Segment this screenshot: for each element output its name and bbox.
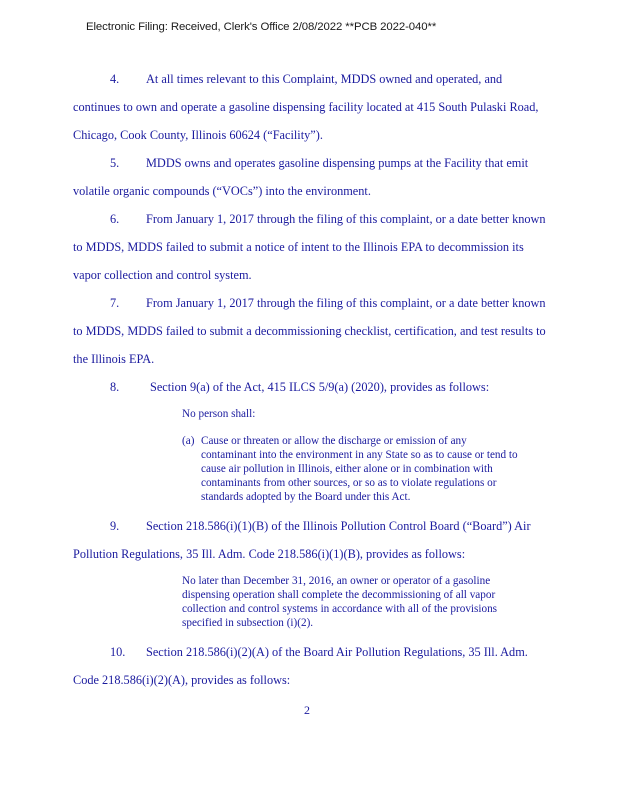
paragraph-number: 5. bbox=[110, 156, 120, 170]
filing-stamp-header: Electronic Filing: Received, Clerk's Office 2/08/2022 **PCB 2022-040** bbox=[86, 21, 437, 33]
paragraph-line: MDDS owns and operates gasoline dispensing pumps at the Facility that emit bbox=[146, 156, 529, 170]
paragraph-line: vapor collection and control system. bbox=[73, 268, 252, 282]
paragraph-number: 4. bbox=[110, 72, 120, 86]
quote-line: cause air pollution in Illinois, either alone or in combination with bbox=[201, 463, 493, 475]
quote-intro: No person shall: bbox=[182, 408, 256, 420]
paragraph-line: Chicago, Cook County, Illinois 60624 (“Facility”). bbox=[73, 128, 323, 142]
paragraph-line: Section 218.586(i)(1)(B) of the Illinois Pollution Control Board (“Board”) Air bbox=[146, 519, 531, 533]
paragraph-line: Pollution Regulations, 35 Ill. Adm. Code 218.586(i)(1)(B), provides as follows: bbox=[73, 547, 466, 561]
page-number: 2 bbox=[304, 703, 310, 717]
paragraph-line: Code 218.586(i)(2)(A), provides as follows: bbox=[73, 673, 291, 687]
paragraph-line: Section 218.586(i)(2)(A) of the Board Air Pollution Regulations, 35 Ill. Adm. bbox=[146, 645, 528, 659]
quote-line: specified in subsection (i)(2). bbox=[182, 617, 314, 629]
quote-item-label: (a) bbox=[182, 435, 195, 447]
paragraph-number: 6. bbox=[110, 212, 120, 226]
paragraph-line: to MDDS, MDDS failed to submit a notice of intent to the Illinois EPA to decommission its bbox=[73, 240, 524, 254]
paragraph-line: to MDDS, MDDS failed to submit a decommissioning checklist, certification, and test results to bbox=[73, 324, 546, 338]
paragraph-number: 7. bbox=[110, 296, 120, 310]
paragraph-line: From January 1, 2017 through the filing of this complaint, or a date better known bbox=[146, 296, 546, 310]
paragraph-number: 9. bbox=[110, 519, 120, 533]
quote-line: dispensing operation shall complete the decommissioning of all vapor bbox=[182, 589, 496, 601]
paragraph-line: the Illinois EPA. bbox=[73, 352, 155, 366]
paragraph-line: From January 1, 2017 through the filing of this complaint, or a date better known bbox=[146, 212, 546, 226]
paragraph-line: Section 9(a) of the Act, 415 ILCS 5/9(a) (2020), provides as follows: bbox=[150, 380, 490, 394]
paragraph-number: 8. bbox=[110, 380, 120, 394]
paragraph-number: 10. bbox=[110, 645, 126, 659]
paragraph-line: volatile organic compounds (“VOCs”) into the environment. bbox=[73, 184, 371, 198]
paragraph-line: continues to own and operate a gasoline dispensing facility located at 415 South Pulaski Road, bbox=[73, 100, 539, 114]
quote-line: Cause or threaten or allow the discharge or emission of any bbox=[201, 435, 467, 447]
quote-line: contaminants from other sources, or so as to violate regulations or bbox=[201, 477, 497, 489]
quote-line: standards adopted by the Board under this Act. bbox=[201, 491, 411, 503]
paragraph-line: At all times relevant to this Complaint, MDDS owned and operated, and bbox=[146, 72, 503, 86]
quote-line: No later than December 31, 2016, an owner or operator of a gasoline bbox=[182, 575, 491, 587]
quote-line: contaminant into the environment in any State so as to cause or tend to bbox=[201, 449, 518, 461]
quote-line: collection and control systems in accordance with all of the provisions bbox=[182, 603, 498, 615]
